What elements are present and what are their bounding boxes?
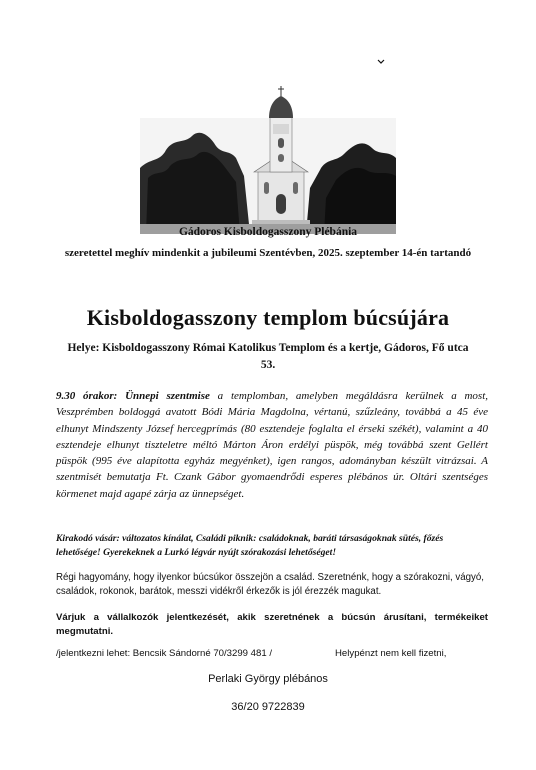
program-time: 9.30 órakor: (56, 390, 118, 402)
church-photo (140, 58, 396, 234)
signup-contact: /jelentkezni lehet: Bencsik Sándorné 70/3299 481 / (56, 648, 273, 659)
phone-number: 36/20 9722839 (231, 701, 305, 713)
tradition-paragraph: Régi hagyomány, hogy ilyenkor búcsúkor összejön a család. Szeretnénk, hogy a szórakozni, vágyó, családok, rokonok, barátok, messzi vidékről érkezők is jól érezzék magukat. (56, 572, 484, 597)
program-paragraph (56, 388, 488, 502)
priest-name: Perlaki György plébános (208, 673, 328, 685)
fair-paragraph: Kirakodó vásár: változatos kínálat, Családi piknik: családoknak, baráti társaságoknak sütés, főzés lehetősége! Gyerekeknek a Lurkó légvár nyújt szórakozási lehetőséget! (56, 533, 444, 558)
program-event: Ünnepi szentmise (125, 390, 210, 402)
vendors-paragraph: Várjuk a vállalkozók jelentkezését, akik szeretnének a búcsún árusítani, termékeiket megmutatni. (56, 612, 488, 637)
venue-text: Helye: Kisboldogasszony Római Katolikus Templom és a kertje, Gádoros, Fő utca 53. (67, 342, 469, 371)
parish-name: Gádoros Kisboldogasszony Plébánia (178, 226, 358, 238)
page-title: Kisboldogasszony templom búcsújára (86, 305, 450, 330)
free-pitch-note: Helypénzt nem kell fizetni, (335, 648, 447, 659)
invitation-text: szeretettel meghív mindenkit a jubileumi Szentévben, 2025. szeptember 14-én tartandó (64, 247, 472, 259)
program-text: a templomban, amelyben megáldásra kerülnek a most, Veszprémben boldoggá avatott Bódi Mária Magdolna, vértanú, szűzleány, továbbá a 45 éve elhunyt Mindszenty József hercegprímás (80 esztendeje foglalta el érseki székét), valamint a 40 esztendeje elhunyt tiszteletre méltó Márton Áron erdélyi püspök, még továbbá szent Gellért püspök (995 éve alapította egyház megyénket), igen rangos, adományban készült vitrázsai. A szentmisét bemutatja Ft. Czank Gábor gyomaendrődi esperes plébános úr. Oltári szentséges körmenet majd agapé zárja az ünnepséget. (56, 390, 489, 500)
